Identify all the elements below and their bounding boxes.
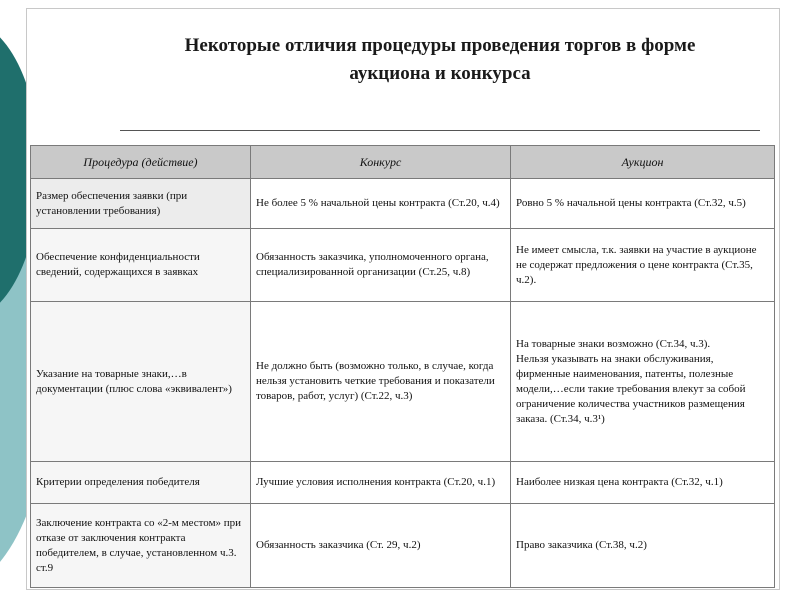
slide-title <box>120 32 760 88</box>
table-row <box>31 179 775 229</box>
auction-cell-paragraph: На товарные знаки возможно (Ст.34, ч.3). <box>516 337 711 350</box>
title-divider <box>120 130 760 131</box>
contest-cell: Не должно быть (возможно только, в случае, когда нельзя установить четкие требования и показатели товаров, работ, услуг) (Ст.22, ч.3) <box>251 302 511 462</box>
table-row <box>31 462 775 504</box>
table-row <box>31 229 775 302</box>
auction-cell: Наиболее низкая цена контракта (Ст.32, ч.1) <box>511 462 775 504</box>
comparison-table <box>30 145 775 588</box>
procedure-cell: Размер обеспечения заявки (при установлении требования) <box>31 179 251 229</box>
contest-cell: Лучшие условия исполнения контракта (Ст.20, ч.1) <box>251 462 511 504</box>
procedure-cell: Указание на товарные знаки,…в документации (плюс слова «эквивалент») <box>31 302 251 462</box>
slide-title-line-2: аукциона и конкурса <box>349 63 531 84</box>
slide-title-line-1: Некоторые отличия процедуры проведения торгов в форме <box>184 35 696 56</box>
procedure-cell: Обеспечение конфиденциальности сведений, содержащихся в заявках <box>31 229 251 302</box>
procedure-cell: Заключение контракта со «2-м местом» при отказе от заключения контракта победителем, в случае, установленном ч.3. ст.9 <box>31 504 251 588</box>
procedure-cell: Критерии определения победителя <box>31 462 251 504</box>
contest-cell: Обязанность заказчика (Ст. 29, ч.2) <box>251 504 511 588</box>
auction-cell <box>511 302 775 462</box>
table-row <box>31 504 775 588</box>
auction-cell-paragraph: Нельзя указывать на знаки обслуживания, фирменные наименования, патенты, полезные модели,…если такие требования влекут за собой ограничение количества участников размещения заказа. (Ст.34, ч.3¹) <box>516 352 746 425</box>
header-auction: Аукцион <box>511 146 775 179</box>
auction-cell: Право заказчика (Ст.38, ч.2) <box>511 504 775 588</box>
table-row <box>31 302 775 462</box>
table-header-row <box>31 146 775 179</box>
contest-cell: Обязанность заказчика, уполномоченного органа, специализированной организации (Ст.25, ч.8) <box>251 229 511 302</box>
header-contest: Конкурс <box>251 146 511 179</box>
header-procedure: Процедура (действие) <box>31 146 251 179</box>
auction-cell: Ровно 5 % начальной цены контракта (Ст.32, ч.5) <box>511 179 775 229</box>
auction-cell: Не имеет смысла, т.к. заявки на участие в аукционе не содержат предложения о цене контракта (Ст.35, ч.2). <box>511 229 775 302</box>
contest-cell: Не более 5 % начальной цены контракта (Ст.20, ч.4) <box>251 179 511 229</box>
